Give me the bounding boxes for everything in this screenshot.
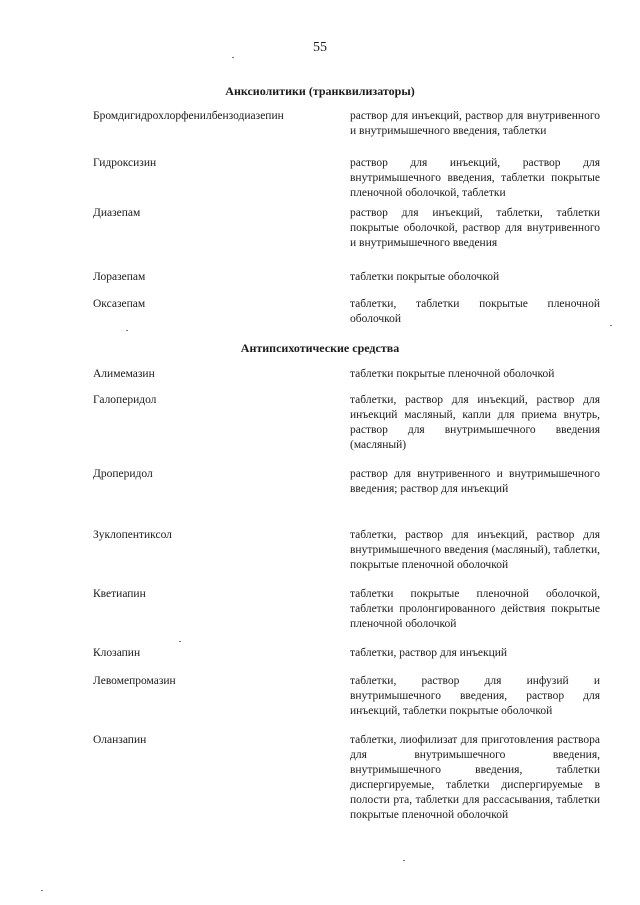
- section-title-antipsychotics: Антипсихотические средства: [240, 341, 400, 355]
- dosage-forms: раствор для инъекций, таблетки, таблетки покрытые оболочкой, раствор для внутривенного и внутримышечного введения: [350, 207, 600, 249]
- drug-name: Галоперидол: [93, 394, 157, 406]
- drug-name: Алимемазин: [93, 368, 155, 380]
- drug-name: Клозапин: [93, 647, 141, 659]
- dosage-forms: раствор для инъекций, раствор для внутримышечного введения, таблетки покрытые пленочной оболочкой, таблетки: [350, 157, 600, 199]
- scan-speck: [232, 57, 234, 58]
- dosage-forms: раствор для инъекций, раствор для внутривенного и внутримышечного введения, таблетки: [350, 110, 600, 137]
- dosage-forms: таблетки, таблетки покрытые пленочной оболочкой: [350, 298, 600, 325]
- dosage-forms: таблетки, лиофилизат для приготовления раствора для внутримышечного введения, внутримышечного введения, таблетки диспергируемые, таблетки диспергируемые в полости рта, таблетки для рассасывания, таблетки покрытые пленочной оболочкой: [350, 734, 600, 821]
- dosage-forms: таблетки, раствор для инъекций, раствор для инъекций масляный, капли для приема внутрь, раствор для внутримышечного введения (масляный): [350, 394, 600, 451]
- scan-speck: [179, 641, 181, 642]
- scan-speck: [610, 325, 612, 326]
- drug-name: Оланзапин: [93, 734, 147, 746]
- section-title-anxiolytics: Анксиолитики (транквилизаторы): [225, 84, 415, 98]
- page-number: 55: [313, 40, 327, 55]
- dosage-forms: таблетки покрытые пленочной оболочкой: [350, 368, 555, 380]
- drug-name: Лоразепам: [93, 271, 146, 283]
- scan-speck: [41, 890, 43, 891]
- drug-name: Гидроксизин: [93, 157, 157, 169]
- drug-name: Оксазепам: [93, 298, 146, 310]
- drug-name: Кветиапин: [93, 588, 146, 600]
- drug-name: Бромдигидрохлорфенилбензодиазепин: [93, 110, 284, 122]
- drug-name: Зуклопентиксол: [93, 529, 172, 541]
- dosage-forms: таблетки, раствор для инъекций, раствор для внутримышечного введения (масляный), таблетки, покрытые пленочной оболочкой: [350, 529, 600, 571]
- dosage-forms: таблетки покрытые оболочкой: [350, 271, 500, 283]
- drug-name: Диазепам: [93, 207, 141, 219]
- drug-name: Левомепромазин: [93, 675, 176, 687]
- dosage-forms: раствор для внутривенного и внутримышечного введения; раствор для инъекций: [350, 468, 600, 495]
- scan-speck: [126, 330, 128, 331]
- dosage-forms: таблетки покрытые пленочной оболочкой, таблетки пролонгированного действия покрытые пленочной оболочкой: [350, 588, 600, 630]
- dosage-forms: таблетки, раствор для инфузий и внутримышечного введения, раствор для инъекций, таблетки покрытые оболочкой: [350, 675, 600, 717]
- dosage-forms: таблетки, раствор для инъекций: [350, 647, 508, 659]
- drug-name: Дроперидол: [93, 468, 153, 480]
- scan-speck: [403, 860, 405, 861]
